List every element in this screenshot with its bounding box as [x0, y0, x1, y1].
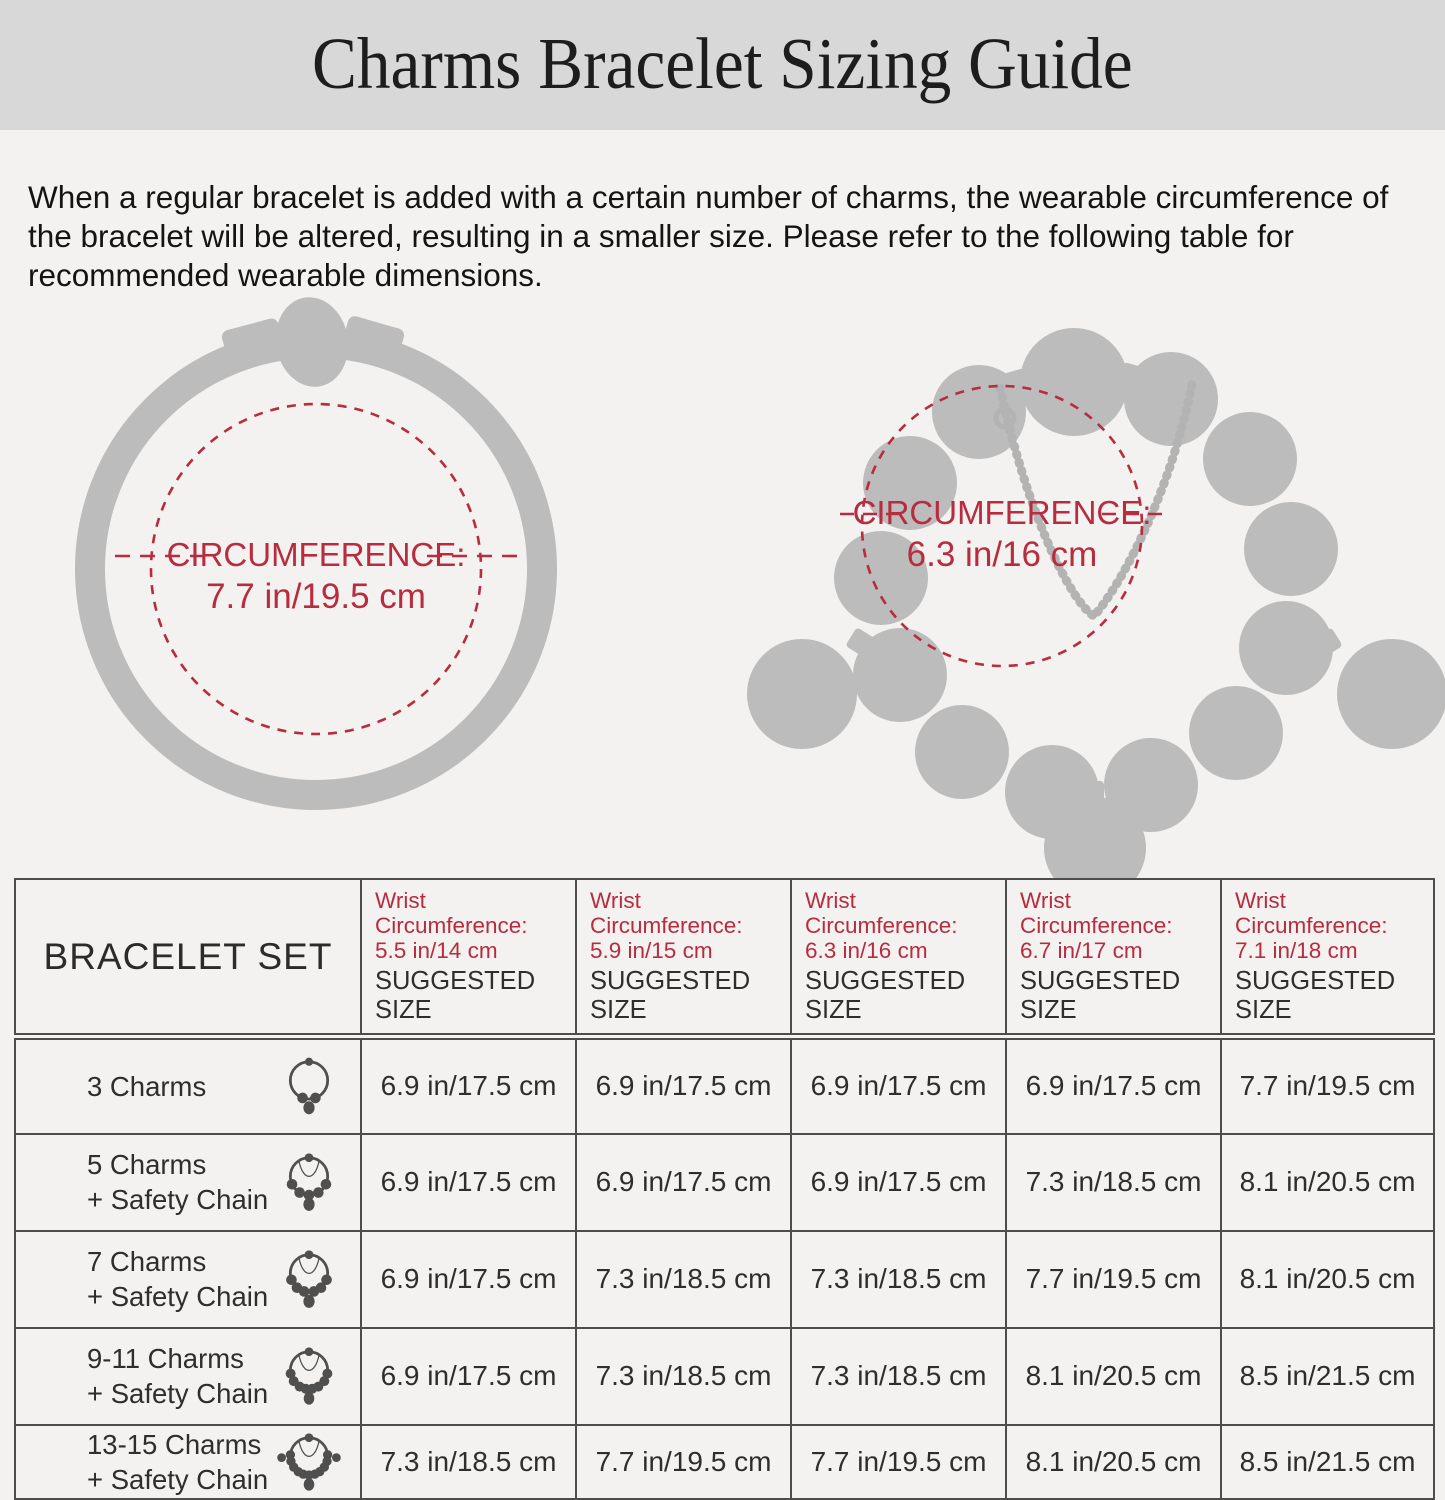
bracelet-set-header: BRACELET SET	[15, 879, 361, 1037]
size-value: 7.7 in/19.5 cm	[1006, 1231, 1221, 1328]
table-row	[15, 1425, 1434, 1499]
column-header-17cm	[1006, 879, 1221, 1037]
size-value: 7.7 in/19.5 cm	[791, 1425, 1006, 1499]
suggested-size-label: SUGGESTED SIZE	[375, 967, 536, 1024]
size-value: 8.1 in/20.5 cm	[1221, 1134, 1434, 1231]
wrist-circumference-label: Wrist Circumference: 5.9 in/15 cm	[590, 888, 743, 963]
bracelet-set-cell	[15, 1134, 361, 1231]
wrist-circumference-label: Wrist Circumference: 7.1 in/18 cm	[1235, 888, 1388, 963]
table-header-row	[15, 879, 1434, 1037]
column-header-16cm	[791, 879, 1006, 1037]
title-banner	[0, 0, 1445, 130]
size-value: 8.1 in/20.5 cm	[1006, 1425, 1221, 1499]
bracelet-set-cell	[15, 1231, 361, 1328]
wrist-circumference-label: Wrist Circumference: 6.3 in/16 cm	[805, 888, 958, 963]
dangle-charms	[747, 639, 1445, 899]
circumference-label: CIRCUMFERENCE:	[852, 494, 1152, 531]
size-value: 8.1 in/20.5 cm	[1221, 1231, 1434, 1328]
size-value: 6.9 in/17.5 cm	[576, 1037, 791, 1134]
size-value: 6.9 in/17.5 cm	[1006, 1037, 1221, 1134]
size-value: 6.9 in/17.5 cm	[361, 1037, 576, 1134]
wrist-circumference-label: Wrist Circumference: 5.5 in/14 cm	[375, 888, 528, 963]
size-value: 6.9 in/17.5 cm	[576, 1134, 791, 1231]
size-value: 6.9 in/17.5 cm	[791, 1037, 1006, 1134]
circumference-label: CIRCUMFERENCE:	[166, 536, 466, 573]
bracelet-set-cell	[15, 1425, 361, 1499]
bracelet-5-charms-safety-chain-icon	[276, 1147, 342, 1217]
circumference-value: 6.3 in/16 cm	[906, 535, 1098, 574]
bracelet-7-charms-safety-chain-icon	[276, 1244, 342, 1314]
bracelet-set-cell	[15, 1328, 361, 1425]
suggested-size-label: SUGGESTED SIZE	[1235, 967, 1396, 1024]
size-value: 7.3 in/18.5 cm	[361, 1425, 576, 1499]
bracelet-9-11-charms-safety-chain-icon	[276, 1341, 342, 1411]
size-value: 7.3 in/18.5 cm	[791, 1231, 1006, 1328]
size-value: 8.5 in/21.5 cm	[1221, 1328, 1434, 1425]
set-label: 9-11 Charms + Safety Chain	[87, 1343, 269, 1409]
set-label: 13-15 Charms + Safety Chain	[87, 1428, 269, 1495]
intro-text: When a regular bracelet is added with a certain number of charms, the wearable circumference of the bracelet will be altered, resulting in a smaller size. Please refer to the following table for recommended wearable dimensions.	[28, 178, 1389, 293]
charm-bracelet-illustration	[740, 286, 1445, 900]
table-row	[15, 1231, 1434, 1328]
size-value: 7.3 in/18.5 cm	[576, 1231, 791, 1328]
suggested-size-label: SUGGESTED SIZE	[805, 967, 966, 1024]
size-value: 7.3 in/18.5 cm	[1006, 1134, 1221, 1231]
bracelet-set-cell	[15, 1037, 361, 1134]
bracelet-3-charms-icon	[276, 1051, 342, 1121]
suggested-size-label: SUGGESTED SIZE	[1020, 967, 1181, 1024]
column-header-14cm	[361, 879, 576, 1037]
size-value: 7.7 in/19.5 cm	[576, 1425, 791, 1499]
column-header-18cm	[1221, 879, 1434, 1037]
size-value: 7.3 in/18.5 cm	[791, 1328, 1006, 1425]
size-value: 6.9 in/17.5 cm	[791, 1134, 1006, 1231]
size-value: 6.9 in/17.5 cm	[361, 1328, 576, 1425]
size-value: 7.3 in/18.5 cm	[576, 1328, 791, 1425]
size-value: 6.9 in/17.5 cm	[361, 1134, 576, 1231]
page-title: Charms Bracelet Sizing Guide	[312, 24, 1133, 105]
charm-beads	[834, 328, 1343, 839]
wrist-circumference-label: Wrist Circumference: 6.7 in/17 cm	[1020, 888, 1173, 963]
suggested-size-label: SUGGESTED SIZE	[590, 967, 751, 1024]
table-row	[15, 1037, 1434, 1134]
size-value: 8.1 in/20.5 cm	[1006, 1328, 1221, 1425]
table-row	[15, 1328, 1434, 1425]
plain-bracelet-illustration	[55, 296, 567, 816]
set-label: 3 Charms	[87, 1070, 207, 1102]
size-value: 6.9 in/17.5 cm	[361, 1231, 576, 1328]
set-label: 7 Charms + Safety Chain	[87, 1246, 269, 1312]
size-value: 8.5 in/21.5 cm	[1221, 1425, 1434, 1499]
sizing-table	[14, 878, 1435, 1500]
bracelet-clasp	[269, 296, 356, 393]
size-value: 7.7 in/19.5 cm	[1221, 1037, 1434, 1134]
circumference-value: 7.7 in/19.5 cm	[206, 577, 426, 616]
table-row	[15, 1134, 1434, 1231]
set-label: 5 Charms + Safety Chain	[87, 1149, 269, 1215]
column-header-15cm	[576, 879, 791, 1037]
bracelet-13-15-charms-safety-chain-icon	[276, 1427, 342, 1497]
